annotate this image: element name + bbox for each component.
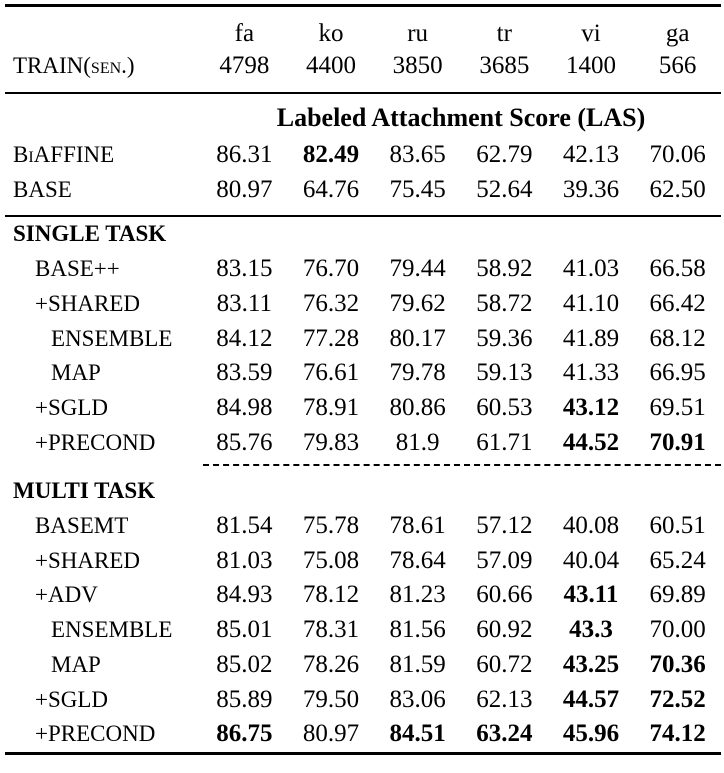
section-title: MULTI TASK xyxy=(13,478,156,504)
score-cell: 81.23 xyxy=(389,581,446,609)
score-cell: 79.44 xyxy=(389,255,446,283)
table-row xyxy=(5,356,721,391)
score-cell: 60.72 xyxy=(476,650,533,678)
score-cell: 44.52 xyxy=(562,428,620,456)
table-row xyxy=(5,391,721,426)
score-cell: 45.96 xyxy=(548,717,635,753)
score-cell: 65.24 xyxy=(649,546,706,574)
score-cell: 42.13 xyxy=(562,141,620,168)
score-cell: 66.42 xyxy=(649,289,706,317)
score-cell: 81.56 xyxy=(389,616,446,644)
table-row xyxy=(5,173,721,208)
train-count: 4400 xyxy=(306,52,356,79)
score-cell: 83.59 xyxy=(216,359,273,387)
score-cell: 41.89 xyxy=(562,324,620,352)
score-cell: 85.01 xyxy=(216,616,273,644)
score-cell: 60.66 xyxy=(476,581,533,609)
score-cell: 82.49 xyxy=(302,141,360,168)
score-cell: 64.76 xyxy=(302,175,360,203)
train-label: TRAIN(sen.) xyxy=(13,53,135,78)
score-cell: 62.50 xyxy=(649,175,706,203)
score-cell: 80.97 xyxy=(216,175,273,203)
score-cell: 78.12 xyxy=(302,581,360,609)
row-label: ENSEMBLE xyxy=(51,325,173,351)
score-cell: 63.24 xyxy=(461,717,548,753)
score-cell: 59.13 xyxy=(476,359,533,387)
score-cell: 83.15 xyxy=(216,255,273,283)
score-cell: 58.92 xyxy=(476,255,533,283)
score-cell: 79.78 xyxy=(389,359,446,387)
score-cell: 62.13 xyxy=(476,685,533,713)
score-cell: 66.58 xyxy=(649,255,706,283)
score-cell: 78.61 xyxy=(389,512,446,540)
score-cell: 59.36 xyxy=(476,324,533,352)
dashed-separator-row xyxy=(5,460,721,474)
score-cell: 60.51 xyxy=(649,512,706,540)
score-cell: 60.53 xyxy=(476,393,533,421)
score-cell: 43.3 xyxy=(569,616,613,644)
score-cell: 85.76 xyxy=(216,428,273,456)
train-count: 1400 xyxy=(565,52,616,79)
header-count-row xyxy=(5,50,721,93)
score-cell: 66.95 xyxy=(649,359,706,387)
row-label: +SGLD xyxy=(35,394,109,420)
score-cell: 62.79 xyxy=(476,141,533,168)
row-label: MAP xyxy=(51,360,101,386)
score-cell: 72.52 xyxy=(649,685,706,713)
row-label: BiAFFINE xyxy=(13,142,115,167)
score-cell: 86.31 xyxy=(216,141,273,168)
table-row xyxy=(5,509,721,544)
score-cell: 80.17 xyxy=(389,324,446,352)
table-row xyxy=(5,287,721,322)
score-cell: 40.04 xyxy=(562,546,620,574)
score-cell: 41.33 xyxy=(562,359,620,387)
lang-code: ru xyxy=(374,6,461,51)
score-cell: 41.10 xyxy=(562,289,620,317)
score-cell: 70.06 xyxy=(649,141,706,168)
score-cell: 76.61 xyxy=(302,359,360,387)
score-cell: 57.12 xyxy=(476,512,533,540)
section-title: SINGLE TASK xyxy=(5,216,721,252)
score-cell: 80.97 xyxy=(288,717,375,753)
row-label: +ADV xyxy=(35,582,98,608)
score-cell: 43.12 xyxy=(562,393,620,421)
spacer-row xyxy=(5,207,721,216)
score-cell: 81.59 xyxy=(389,650,446,678)
score-cell: 78.31 xyxy=(302,616,360,644)
score-cell: 83.11 xyxy=(216,289,272,317)
row-label: ENSEMBLE xyxy=(51,617,173,643)
score-cell: 81.03 xyxy=(216,546,273,574)
table-row xyxy=(5,613,721,648)
score-cell: 78.91 xyxy=(302,393,360,421)
score-cell: 70.00 xyxy=(649,616,706,644)
score-cell: 58.72 xyxy=(476,289,533,317)
train-count: 3685 xyxy=(479,52,530,79)
table-row xyxy=(5,717,721,753)
lang-code: tr xyxy=(461,6,548,51)
score-cell: 84.93 xyxy=(216,581,273,609)
dashed-separator xyxy=(201,460,721,474)
score-cell: 70.36 xyxy=(649,650,706,678)
score-cell: 85.89 xyxy=(216,685,273,713)
lang-code: vi xyxy=(548,6,635,51)
score-cell: 81.9 xyxy=(395,428,440,456)
score-cell: 83.06 xyxy=(389,685,446,713)
las-results-table xyxy=(5,4,721,755)
row-label: BASE xyxy=(13,176,72,202)
train-count: 4798 xyxy=(219,52,270,79)
row-label: +PRECOND xyxy=(5,717,201,753)
row-label: +PRECOND xyxy=(35,429,156,455)
score-cell: 76.70 xyxy=(302,255,360,283)
section-header-row xyxy=(5,216,721,252)
score-cell: 83.65 xyxy=(389,141,446,168)
score-cell: 75.78 xyxy=(302,512,360,540)
lang-code: fa xyxy=(201,6,288,51)
score-cell: 74.12 xyxy=(634,717,721,753)
score-cell: 86.75 xyxy=(201,717,288,753)
score-cell: 79.83 xyxy=(302,428,360,456)
score-cell: 77.28 xyxy=(302,324,360,352)
row-label: +SHARED xyxy=(35,290,140,316)
table-row xyxy=(5,648,721,683)
score-cell: 69.89 xyxy=(649,581,706,609)
score-cell: 44.57 xyxy=(562,685,620,713)
score-cell: 70.91 xyxy=(649,428,706,456)
score-cell: 78.26 xyxy=(302,650,360,678)
header-corner xyxy=(5,6,201,51)
score-cell: 68.12 xyxy=(649,324,706,352)
table-row xyxy=(5,138,721,173)
metric-title-row xyxy=(5,93,721,138)
row-label: BASE++ xyxy=(35,256,120,282)
row-label: MAP xyxy=(51,651,101,677)
train-count: 566 xyxy=(658,52,697,79)
row-label: +SGLD xyxy=(35,686,109,712)
table-row xyxy=(5,578,721,613)
train-count: 3850 xyxy=(392,52,443,79)
score-cell: 79.50 xyxy=(302,685,360,713)
score-cell: 84.12 xyxy=(216,324,273,352)
score-cell: 79.62 xyxy=(389,289,446,317)
lang-code: ko xyxy=(288,6,375,51)
table-row xyxy=(5,683,721,718)
lang-code: ga xyxy=(634,6,721,51)
score-cell: 43.11 xyxy=(563,581,619,609)
score-cell: 57.09 xyxy=(476,546,533,574)
score-cell: 75.45 xyxy=(389,175,446,203)
table-row xyxy=(5,252,721,287)
score-cell: 80.86 xyxy=(389,393,446,421)
score-cell: 41.03 xyxy=(562,255,620,283)
metric-title: Labeled Attachment Score (LAS) xyxy=(201,93,721,138)
score-cell: 43.25 xyxy=(562,650,620,678)
score-cell: 69.51 xyxy=(649,393,706,421)
score-cell: 81.54 xyxy=(216,512,273,540)
score-cell: 40.08 xyxy=(562,512,620,540)
table-row xyxy=(5,544,721,579)
score-cell: 61.71 xyxy=(476,428,533,456)
row-label: +SHARED xyxy=(35,547,140,573)
section-header-row xyxy=(5,474,721,509)
row-label: BASEMT xyxy=(35,513,129,539)
score-cell: 39.36 xyxy=(562,175,620,203)
score-cell: 52.64 xyxy=(476,175,533,203)
dashed-line xyxy=(203,464,721,466)
header-language-row xyxy=(5,6,721,51)
score-cell: 84.98 xyxy=(216,393,273,421)
score-cell: 84.51 xyxy=(374,717,461,753)
score-cell: 60.92 xyxy=(476,616,533,644)
score-cell: 75.08 xyxy=(302,546,360,574)
score-cell: 85.02 xyxy=(216,650,273,678)
table-row xyxy=(5,322,721,357)
score-cell: 78.64 xyxy=(389,546,446,574)
score-cell: 76.32 xyxy=(302,289,360,317)
table-row xyxy=(5,426,721,461)
